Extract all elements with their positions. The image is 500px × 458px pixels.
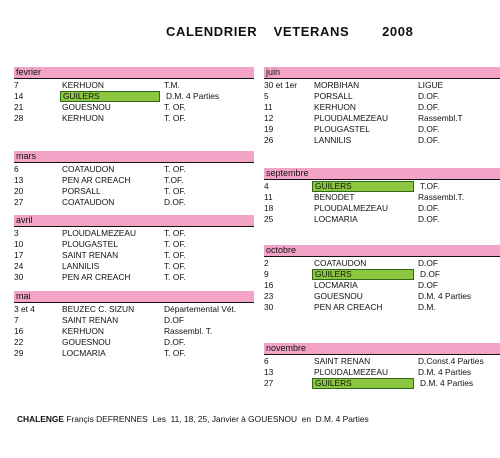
event-place: BEUZEC C. SIZUN (62, 304, 135, 314)
event-type: T.OF. (420, 181, 440, 191)
event-row (264, 91, 500, 102)
event-date: 9 (264, 269, 269, 279)
event-date: 11 (264, 192, 273, 202)
event-row (14, 250, 254, 261)
event-type: Rassembl. T. (164, 326, 213, 336)
event-place: LOCMARIA (62, 348, 106, 358)
event-type: D.OF. (164, 337, 186, 347)
event-type: D.OF. (418, 203, 440, 213)
event-date: 28 (14, 113, 24, 123)
event-date: 27 (14, 197, 24, 207)
event-type: T. OF. (164, 113, 186, 123)
page-title: CALENDRIER VETERANS 2008 (166, 24, 414, 39)
event-type: D.OF (420, 269, 441, 279)
event-date: 12 (264, 113, 274, 123)
event-date: 25 (264, 214, 274, 224)
event-date: 22 (14, 337, 24, 347)
event-place: BENODET (314, 192, 355, 202)
event-type: D.M. 4 Parties (166, 91, 220, 101)
month-header: novembre (264, 343, 500, 355)
event-date: 30 et 1er (264, 80, 298, 90)
event-row (264, 203, 500, 214)
event-type: D.M. 4 Parties (418, 291, 472, 301)
event-place: GOUESNOU (62, 337, 111, 347)
event-date: 4 (264, 181, 269, 191)
event-date: 5 (264, 91, 269, 101)
event-date: 7 (14, 80, 19, 90)
month-header: mars (14, 151, 254, 163)
event-place: PLOUDALMEZEAU (314, 113, 388, 123)
event-place: PLOUGASTEL (314, 124, 370, 134)
event-row (14, 113, 254, 124)
event-type: D.M. 4 Parties (420, 378, 474, 388)
event-row (264, 258, 500, 269)
footer-bold: CHALENGE (17, 414, 64, 424)
event-type: Rassembl.T (418, 113, 463, 123)
event-row (264, 192, 500, 203)
event-date: 11 (264, 102, 273, 112)
event-row (264, 181, 500, 192)
event-row (264, 291, 500, 302)
event-place: PEN AR CREACH (62, 272, 131, 282)
event-row (14, 326, 254, 337)
event-place: MORBIHAN (314, 80, 360, 90)
event-place: COATAUDON (62, 164, 115, 174)
event-row (14, 164, 254, 175)
event-type: T. OF. (164, 348, 186, 358)
event-date: 6 (264, 356, 269, 366)
event-type: T. OF. (164, 102, 186, 112)
event-date: 14 (14, 91, 24, 101)
month-header: juin (264, 67, 500, 79)
month-block-mars (14, 151, 254, 221)
event-row (14, 239, 254, 250)
event-type: D.OF (418, 280, 439, 290)
event-type: T. OF. (164, 186, 186, 196)
event-type: T.M. (164, 80, 180, 90)
event-row (264, 124, 500, 135)
event-type: D.OF (418, 258, 439, 268)
event-type: D.OF. (418, 91, 440, 101)
event-row (264, 302, 500, 313)
event-date: 16 (264, 280, 274, 290)
event-type: T.OF. (164, 175, 184, 185)
month-header: octobre (264, 245, 500, 257)
event-place: LOCMARIA (314, 214, 358, 224)
event-row (14, 197, 254, 208)
month-header: fevrier (14, 67, 254, 79)
event-row (14, 337, 254, 348)
event-type: D.OF. (418, 124, 440, 134)
event-type: LIGUE (418, 80, 444, 90)
event-place: KERHUON (62, 113, 104, 123)
month-header: mai (14, 291, 254, 303)
event-place: PORSALL (62, 186, 101, 196)
event-type: T. OF. (164, 272, 186, 282)
event-place: PLOUDALMEZEAU (314, 203, 388, 213)
event-row (14, 80, 254, 91)
event-place: KERHUON (314, 102, 356, 112)
event-place: GOUESNOU (62, 102, 111, 112)
event-row (264, 367, 500, 378)
event-date: 18 (264, 203, 274, 213)
month-block-septembre (264, 168, 500, 238)
event-row (264, 269, 500, 280)
event-row (14, 348, 254, 359)
event-row (14, 186, 254, 197)
event-date: 26 (264, 135, 274, 145)
month-block-mai (14, 291, 254, 361)
event-type: T. OF. (164, 164, 186, 174)
event-date: 24 (14, 261, 24, 271)
footer-note (17, 414, 369, 424)
event-date: 20 (14, 186, 24, 196)
event-row (14, 315, 254, 326)
event-row (14, 272, 254, 283)
event-date: 30 (264, 302, 274, 312)
event-type: D.Const.4 Parties (418, 356, 484, 366)
event-date: 13 (14, 175, 24, 185)
event-date: 30 (14, 272, 24, 282)
event-place: SAINT RENAN (62, 250, 119, 260)
event-place: LANNILIS (62, 261, 100, 271)
event-type: D.OF. (164, 197, 186, 207)
event-date: 6 (14, 164, 19, 174)
event-place: COATAUDON (314, 258, 367, 268)
event-place-highlighted: GUILERS (312, 378, 414, 389)
event-row (14, 228, 254, 239)
event-row (264, 102, 500, 113)
event-type: Départemental Vét. (164, 304, 237, 314)
event-place: PORSALL (314, 91, 353, 101)
month-header: septembre (264, 168, 500, 180)
event-place: LOCMARIA (314, 280, 358, 290)
event-type: Rassembl.T. (418, 192, 465, 202)
event-row (264, 280, 500, 291)
event-place: COATAUDON (62, 197, 115, 207)
event-place: PLOUGASTEL (62, 239, 118, 249)
event-date: 3 (14, 228, 19, 238)
event-date: 23 (264, 291, 274, 301)
event-date: 21 (14, 102, 24, 112)
event-place: KERHUON (62, 80, 104, 90)
event-place-highlighted: GUILERS (312, 181, 414, 192)
event-date: 29 (14, 348, 24, 358)
month-block-octobre (264, 245, 500, 315)
event-type: D.OF. (418, 214, 440, 224)
event-date: 17 (14, 250, 24, 260)
event-place: GOUESNOU (314, 291, 363, 301)
event-row (264, 214, 500, 225)
event-row (14, 304, 254, 315)
event-date: 10 (14, 239, 24, 249)
event-date: 3 et 4 (14, 304, 35, 314)
event-row (14, 102, 254, 113)
event-row (14, 91, 254, 102)
event-place: PLOUDALMEZEAU (314, 367, 388, 377)
event-row (264, 80, 500, 91)
event-date: 2 (264, 258, 269, 268)
event-row (264, 135, 500, 146)
event-type: D.M. (418, 302, 436, 312)
event-type: D.M. 4 Parties (418, 367, 472, 377)
event-date: 19 (264, 124, 274, 134)
month-block-novembre (264, 343, 500, 413)
month-block-fevrier (14, 67, 254, 137)
event-type: D.OF. (418, 102, 440, 112)
month-block-juin (264, 67, 500, 145)
month-block-avril (14, 215, 254, 285)
event-place: PEN AR CREACH (62, 175, 131, 185)
event-date: 7 (14, 315, 19, 325)
event-date: 13 (264, 367, 274, 377)
event-place-highlighted: GUILERS (60, 91, 160, 102)
event-type: T. OF. (164, 261, 186, 271)
month-header: avril (14, 215, 254, 227)
event-type: T. OF. (164, 228, 186, 238)
event-place: PEN AR CREACH (314, 302, 383, 312)
event-place: SAINT RENAN (62, 315, 119, 325)
event-date: 16 (14, 326, 24, 336)
event-row (14, 175, 254, 186)
event-row (264, 378, 500, 389)
event-place: SAINT RENAN (314, 356, 371, 366)
event-type: D.OF (164, 315, 185, 325)
event-type: T. OF. (164, 239, 186, 249)
event-row (264, 356, 500, 367)
event-row (264, 113, 500, 124)
event-place: KERHUON (62, 326, 104, 336)
event-place: LANNILIS (314, 135, 352, 145)
event-row (14, 261, 254, 272)
event-place: PLOUDALMEZEAU (62, 228, 136, 238)
footer-text: Françis DEFRENNES Les 11, 18, 25, Janvier à GOUESNOU en D.M. 4 Parties (64, 414, 369, 424)
event-type: T. OF. (164, 250, 186, 260)
event-place-highlighted: GUILERS (312, 269, 414, 280)
event-type: D.OF. (418, 135, 440, 145)
event-date: 27 (264, 378, 274, 388)
